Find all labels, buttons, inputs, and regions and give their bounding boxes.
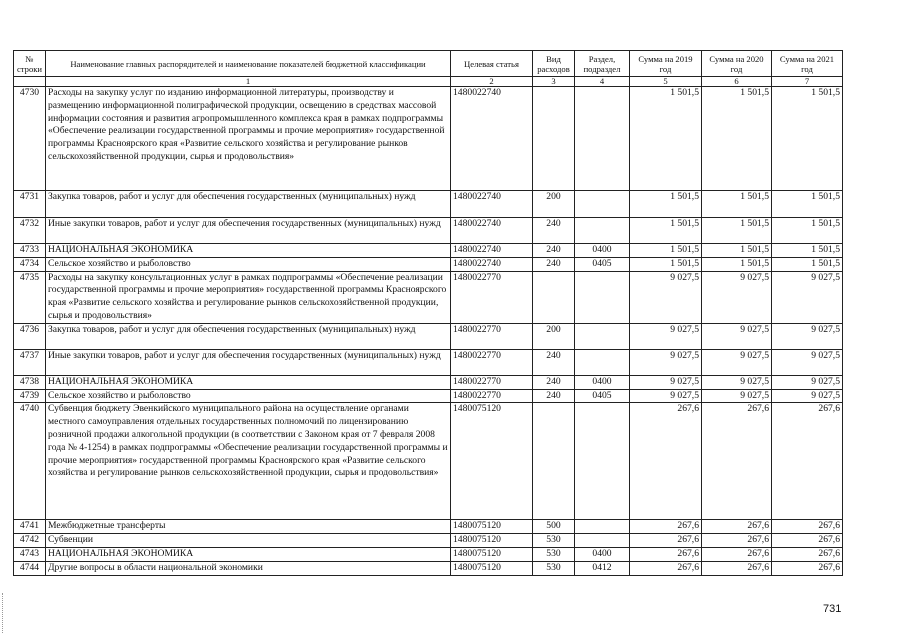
row-name: Другие вопросы в области национальной экономики [46, 561, 451, 575]
row-amount-2021: 267,6 [772, 520, 843, 534]
row-amount-2020: 1 501,5 [702, 218, 772, 244]
table-row [14, 323, 843, 349]
row-target-code: 1480022740 [451, 244, 533, 258]
row-section [575, 349, 630, 375]
row-expense-type [533, 87, 575, 191]
row-number: 4740 [14, 403, 46, 520]
row-name: Расходы на закупку услуг по изданию информационной литературы, производству и размещению информационной полиграфической продукции, освещению в средствах массовой информации состояния и развития агропромышленного комплекса края в рамках подпрограммы «Обеспечение реализации государственной программы и прочие мероприятия» государственной программы Красноярского края «Развитие сельского хозяйства и регулирование рынков сельскохозяйственной продукции, сырья и продовольствия» [46, 87, 451, 191]
column-number: 6 [702, 77, 772, 87]
row-amount-2020: 267,6 [702, 561, 772, 575]
column-number: 3 [533, 77, 575, 87]
row-target-code: 1480075120 [451, 547, 533, 561]
row-amount-2020: 9 027,5 [702, 271, 772, 323]
row-expense-type: 530 [533, 561, 575, 575]
row-amount-2019: 1 501,5 [630, 218, 702, 244]
row-amount-2020: 267,6 [702, 534, 772, 548]
row-amount-2021: 9 027,5 [772, 389, 843, 403]
row-amount-2019: 267,6 [630, 403, 702, 520]
row-amount-2020: 9 027,5 [702, 349, 772, 375]
row-target-code: 1480022770 [451, 349, 533, 375]
row-number: 4734 [14, 257, 46, 271]
row-number: 4736 [14, 323, 46, 349]
row-amount-2019: 1 501,5 [630, 244, 702, 258]
row-number: 4737 [14, 349, 46, 375]
header-vr: Вид расходов [533, 51, 575, 77]
row-name: Иные закупки товаров, работ и услуг для обеспечения государственных (муниципальных) нужд [46, 218, 451, 244]
row-target-code: 1480075120 [451, 520, 533, 534]
row-section [575, 323, 630, 349]
table-row [14, 520, 843, 534]
row-expense-type: 530 [533, 534, 575, 548]
row-number: 4738 [14, 375, 46, 389]
row-amount-2021: 9 027,5 [772, 271, 843, 323]
table-row [14, 389, 843, 403]
row-number: 4730 [14, 87, 46, 191]
row-amount-2020: 267,6 [702, 403, 772, 520]
row-expense-type: 500 [533, 520, 575, 534]
table-row [14, 349, 843, 375]
row-name: Иные закупки товаров, работ и услуг для обеспечения государственных (муниципальных) нужд [46, 349, 451, 375]
row-section [575, 534, 630, 548]
row-section: 0400 [575, 547, 630, 561]
margin-mark [2, 593, 4, 633]
row-name: НАЦИОНАЛЬНАЯ ЭКОНОМИКА [46, 375, 451, 389]
column-number: 2 [451, 77, 533, 87]
row-name: Сельское хозяйство и рыболовство [46, 257, 451, 271]
row-amount-2019: 267,6 [630, 561, 702, 575]
row-name: Межбюджетные трансферты [46, 520, 451, 534]
row-amount-2019: 9 027,5 [630, 375, 702, 389]
row-section [575, 87, 630, 191]
row-amount-2021: 9 027,5 [772, 323, 843, 349]
row-amount-2021: 267,6 [772, 547, 843, 561]
row-name: НАЦИОНАЛЬНАЯ ЭКОНОМИКА [46, 547, 451, 561]
row-number: 4733 [14, 244, 46, 258]
row-target-code: 1480022740 [451, 218, 533, 244]
row-name: Субвенции [46, 534, 451, 548]
row-amount-2019: 9 027,5 [630, 271, 702, 323]
row-number: 4742 [14, 534, 46, 548]
row-expense-type: 240 [533, 218, 575, 244]
row-expense-type: 200 [533, 323, 575, 349]
header-2019: Сумма на 2019 год [630, 51, 702, 77]
row-section: 0400 [575, 244, 630, 258]
row-expense-type: 240 [533, 375, 575, 389]
row-expense-type [533, 403, 575, 520]
row-amount-2021: 9 027,5 [772, 375, 843, 389]
column-number: 4 [575, 77, 630, 87]
row-amount-2021: 1 501,5 [772, 218, 843, 244]
row-number: 4743 [14, 547, 46, 561]
row-target-code: 1480022740 [451, 257, 533, 271]
table-body [14, 87, 843, 576]
row-expense-type: 240 [533, 244, 575, 258]
header-name: Наименование главных распорядителей и наименование показателей бюджетной классификации [46, 51, 451, 77]
row-target-code: 1480022770 [451, 271, 533, 323]
row-name: Расходы на закупку консультационных услуг в рамках подпрограммы «Обеспечение реализации государственной программы и прочие мероприятия» государственной программы Красноярского края «Развитие сельского хозяйства и регулирование рынков сельскохозяйственной продукции, сырья и продовольствия» [46, 271, 451, 323]
row-amount-2020: 1 501,5 [702, 191, 772, 218]
row-amount-2019: 9 027,5 [630, 389, 702, 403]
header-2021: Сумма на 2021 год [772, 51, 843, 77]
row-target-code: 1480022740 [451, 87, 533, 191]
row-expense-type: 240 [533, 349, 575, 375]
column-number: 1 [46, 77, 451, 87]
page-number: 731 [823, 603, 842, 615]
row-amount-2019: 267,6 [630, 547, 702, 561]
table-row [14, 534, 843, 548]
row-name: Субвенция бюджету Эвенкийского муниципального района на осуществление органами местного самоуправления отдельных государственных полномочий по лицензированию розничной продажи алкогольной продукции (в соответствии с Законом края от 7 февраля 2008 года № 4-1254) в рамках подпрограммы «Обеспечение реализации государственной программы и прочие мероприятия» государственной программы Красноярского края «Развитие сельского хозяйства и регулирование рынков сельскохозяйственной продукции, сырья и продовольствия» [46, 403, 451, 520]
header-2020: Сумма на 2020 год [702, 51, 772, 77]
row-number: 4732 [14, 218, 46, 244]
row-target-code: 1480022770 [451, 389, 533, 403]
column-number [14, 77, 46, 87]
row-expense-type: 240 [533, 257, 575, 271]
row-section: 0405 [575, 257, 630, 271]
table-row [14, 561, 843, 575]
table-row [14, 218, 843, 244]
row-expense-type: 530 [533, 547, 575, 561]
row-name: Сельское хозяйство и рыболовство [46, 389, 451, 403]
row-amount-2019: 1 501,5 [630, 191, 702, 218]
table-row [14, 271, 843, 323]
row-number: 4739 [14, 389, 46, 403]
row-amount-2020: 1 501,5 [702, 244, 772, 258]
row-amount-2019: 9 027,5 [630, 323, 702, 349]
row-target-code: 1480075120 [451, 403, 533, 520]
row-section [575, 218, 630, 244]
header-section: Раздел, подраздел [575, 51, 630, 77]
row-amount-2021: 1 501,5 [772, 257, 843, 271]
table-row [14, 87, 843, 191]
row-target-code: 1480022770 [451, 323, 533, 349]
table-row [14, 257, 843, 271]
row-amount-2019: 267,6 [630, 520, 702, 534]
table-row [14, 244, 843, 258]
row-number: 4741 [14, 520, 46, 534]
row-name: Закупка товаров, работ и услуг для обеспечения государственных (муниципальных) нужд [46, 191, 451, 218]
row-expense-type: 200 [533, 191, 575, 218]
table-row [14, 403, 843, 520]
row-amount-2020: 1 501,5 [702, 257, 772, 271]
row-amount-2020: 9 027,5 [702, 323, 772, 349]
header-row-no: № строки [14, 51, 46, 77]
row-amount-2019: 267,6 [630, 534, 702, 548]
row-section: 0405 [575, 389, 630, 403]
row-name: НАЦИОНАЛЬНАЯ ЭКОНОМИКА [46, 244, 451, 258]
row-target-code: 1480022740 [451, 191, 533, 218]
row-amount-2021: 1 501,5 [772, 244, 843, 258]
header-code: Целевая статья [451, 51, 533, 77]
row-amount-2020: 267,6 [702, 520, 772, 534]
row-amount-2021: 9 027,5 [772, 349, 843, 375]
row-expense-type: 240 [533, 389, 575, 403]
column-number: 5 [630, 77, 702, 87]
row-amount-2019: 9 027,5 [630, 349, 702, 375]
budget-table [13, 50, 843, 576]
row-number: 4735 [14, 271, 46, 323]
row-section [575, 520, 630, 534]
row-amount-2021: 267,6 [772, 403, 843, 520]
table-row [14, 375, 843, 389]
row-expense-type [533, 271, 575, 323]
row-amount-2021: 1 501,5 [772, 191, 843, 218]
row-amount-2021: 267,6 [772, 561, 843, 575]
row-section [575, 271, 630, 323]
row-amount-2021: 1 501,5 [772, 87, 843, 191]
column-number-row [14, 77, 843, 87]
row-amount-2020: 9 027,5 [702, 389, 772, 403]
row-section: 0400 [575, 375, 630, 389]
row-target-code: 1480075120 [451, 534, 533, 548]
row-number: 4744 [14, 561, 46, 575]
row-section: 0412 [575, 561, 630, 575]
row-section [575, 403, 630, 520]
header-row [14, 51, 843, 77]
column-number: 7 [772, 77, 843, 87]
row-section [575, 191, 630, 218]
row-amount-2021: 267,6 [772, 534, 843, 548]
row-target-code: 1480075120 [451, 561, 533, 575]
row-name: Закупка товаров, работ и услуг для обеспечения государственных (муниципальных) нужд [46, 323, 451, 349]
row-amount-2019: 1 501,5 [630, 87, 702, 191]
row-number: 4731 [14, 191, 46, 218]
row-amount-2020: 9 027,5 [702, 375, 772, 389]
table-row [14, 547, 843, 561]
row-target-code: 1480022770 [451, 375, 533, 389]
row-amount-2020: 1 501,5 [702, 87, 772, 191]
row-amount-2020: 267,6 [702, 547, 772, 561]
table-row [14, 191, 843, 218]
row-amount-2019: 1 501,5 [630, 257, 702, 271]
